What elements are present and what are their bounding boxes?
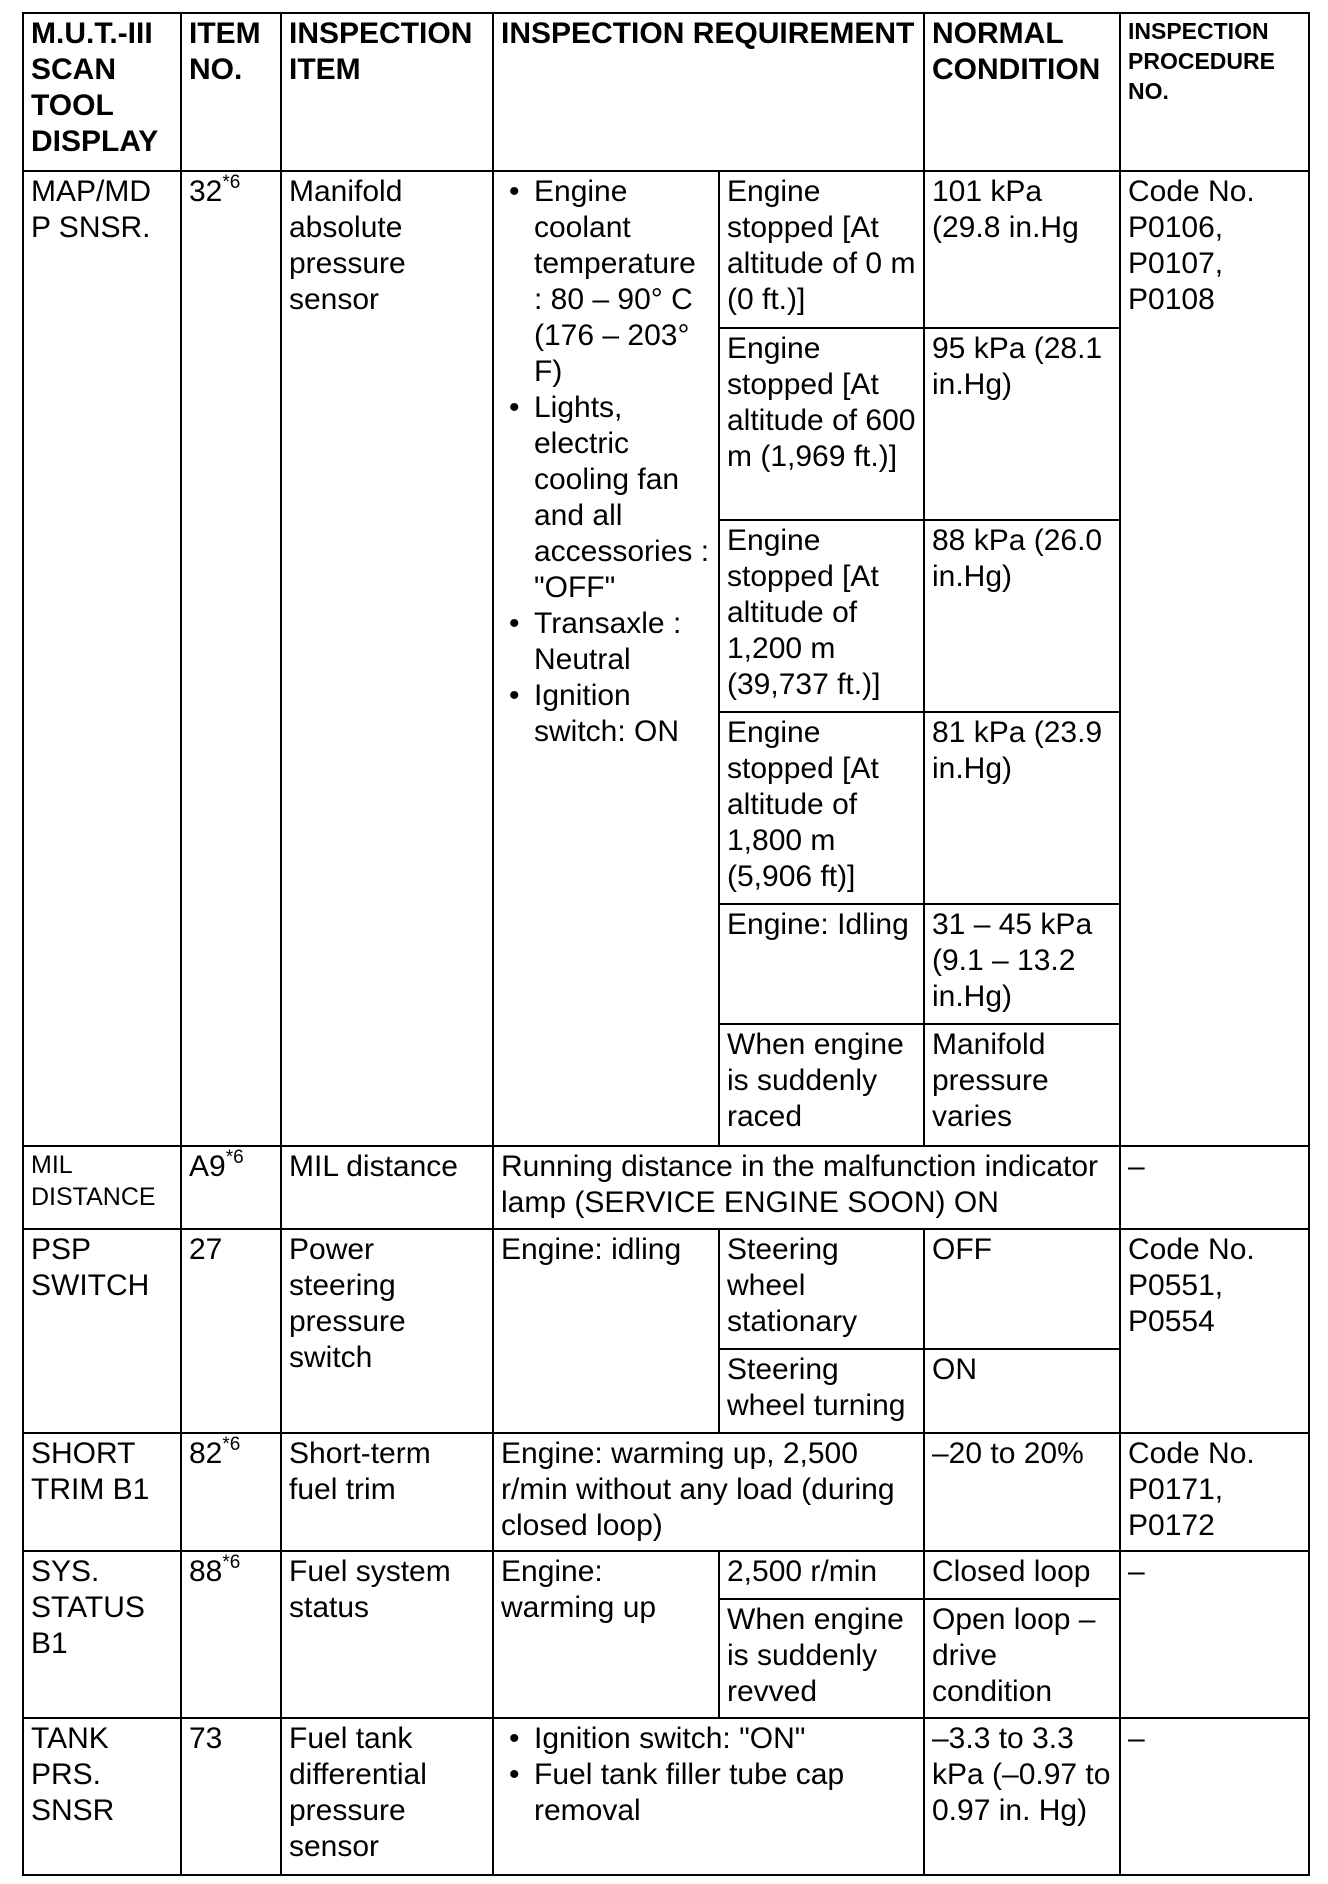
table-row xyxy=(23,1146,1309,1229)
psp-cond: Steering wheel stationary xyxy=(719,1229,924,1349)
header-row xyxy=(23,13,1309,171)
psp-requirement: Engine: idling xyxy=(493,1229,719,1433)
inspection-table xyxy=(22,12,1310,1876)
list-item: • Ignition switch: ON xyxy=(501,678,712,750)
map-normal: 101 kPa (29.8 in.Hg xyxy=(924,171,1120,328)
map-normal: 31 – 45 kPa (9.1 – 13.2 in.Hg) xyxy=(924,904,1120,1024)
map-requirements xyxy=(493,171,719,1146)
tank-item: Fuel tank differential pressure sensor xyxy=(281,1718,493,1875)
map-normal: Manifold pressure varies xyxy=(924,1024,1120,1146)
psp-normal: ON xyxy=(924,1349,1120,1433)
map-normal: 81 kPa (23.9 in.Hg) xyxy=(924,712,1120,904)
sys-procedure: – xyxy=(1120,1551,1309,1718)
header-item-no: ITEM NO. xyxy=(181,13,281,171)
short-normal: –20 to 20% xyxy=(924,1433,1120,1551)
sys-display: SYS. STATUS B1 xyxy=(23,1551,181,1718)
map-display: MAP/MD P SNSR. xyxy=(23,171,181,1146)
table-row xyxy=(23,1433,1309,1551)
map-cond: Engine: Idling xyxy=(719,904,924,1024)
map-cond: Engine stopped [At altitude of 0 m (0 ft.)] xyxy=(719,171,924,328)
sys-normal: Closed loop xyxy=(924,1551,1120,1599)
short-display: SHORT TRIM B1 xyxy=(23,1433,181,1551)
sys-cond: When engine is suddenly revved xyxy=(719,1599,924,1718)
map-item-no: 32$^{*6}$ xyxy=(181,171,281,1146)
tank-item-no: 73 xyxy=(181,1718,281,1875)
mil-item-no: A9$^{*6}$ xyxy=(181,1146,281,1229)
mil-procedure: – xyxy=(1120,1146,1309,1229)
sys-item-no: 88$^{*6}$ xyxy=(181,1551,281,1718)
psp-item: Power steering pressure switch xyxy=(281,1229,493,1433)
header-normal: NORMAL CONDITION xyxy=(924,13,1120,171)
table-row xyxy=(23,1718,1309,1875)
map-normal: 88 kPa (26.0 in.Hg) xyxy=(924,520,1120,712)
tank-display: TANK PRS. SNSR xyxy=(23,1718,181,1875)
list-item: • Lights, electric cooling fan and all accessories : "OFF" xyxy=(501,390,712,606)
header-requirement: INSPECTION REQUIREMENT xyxy=(493,13,924,171)
map-normal: 95 kPa (28.1 in.Hg) xyxy=(924,328,1120,520)
map-cond: Engine stopped [At altitude of 1,800 m (5,906 ft)] xyxy=(719,712,924,904)
list-item: • Engine coolant temperature : 80 – 90° C (176 – 203° F) xyxy=(501,174,712,390)
map-item: Manifold absolute pressure sensor xyxy=(281,171,493,1146)
mil-item: MIL distance xyxy=(281,1146,493,1229)
table-row xyxy=(23,1229,1309,1349)
sys-cond: 2,500 r/min xyxy=(719,1551,924,1599)
psp-cond: Steering wheel turning xyxy=(719,1349,924,1433)
sys-normal: Open loop – drive condition xyxy=(924,1599,1120,1718)
header-display: M.U.T.-III SCAN TOOL DISPLAY xyxy=(23,13,181,171)
psp-display: PSP SWITCH xyxy=(23,1229,181,1433)
psp-procedure: Code No. P0551, P0554 xyxy=(1120,1229,1309,1433)
psp-item-no: 27 xyxy=(181,1229,281,1433)
tank-normal: –3.3 to 3.3 kPa (–0.97 to 0.97 in. Hg) xyxy=(924,1718,1120,1875)
mil-requirement: Running distance in the malfunction indicator lamp (SERVICE ENGINE SOON) ON xyxy=(493,1146,1120,1229)
tank-requirements xyxy=(493,1718,924,1875)
list-item: • Ignition switch: "ON" xyxy=(501,1721,917,1757)
map-cond: When engine is suddenly raced xyxy=(719,1024,924,1146)
short-item: Short-term fuel trim xyxy=(281,1433,493,1551)
short-requirement: Engine: warming up, 2,500 r/min without any load (during closed loop) xyxy=(493,1433,924,1551)
map-procedure: Code No. P0106, P0107, P0108 xyxy=(1120,171,1309,1146)
header-item: INSPECTION ITEM xyxy=(281,13,493,171)
map-cond: Engine stopped [At altitude of 1,200 m (39,737 ft.)] xyxy=(719,520,924,712)
sys-item: Fuel system status xyxy=(281,1551,493,1718)
psp-normal: OFF xyxy=(924,1229,1120,1349)
mil-display: MIL DISTANCE xyxy=(23,1146,181,1229)
map-cond: Engine stopped [At altitude of 600 m (1,969 ft.)] xyxy=(719,328,924,520)
table-row xyxy=(23,171,1309,328)
sys-requirement: Engine: warming up xyxy=(493,1551,719,1718)
short-procedure: Code No. P0171, P0172 xyxy=(1120,1433,1309,1551)
short-item-no: 82$^{*6}$ xyxy=(181,1433,281,1551)
header-procedure: INSPECTION PROCEDURE NO. xyxy=(1120,13,1309,171)
tank-procedure: – xyxy=(1120,1718,1309,1875)
list-item: • Fuel tank filler tube cap removal xyxy=(501,1757,917,1829)
table-row xyxy=(23,1551,1309,1599)
list-item: • Transaxle : Neutral xyxy=(501,606,712,678)
